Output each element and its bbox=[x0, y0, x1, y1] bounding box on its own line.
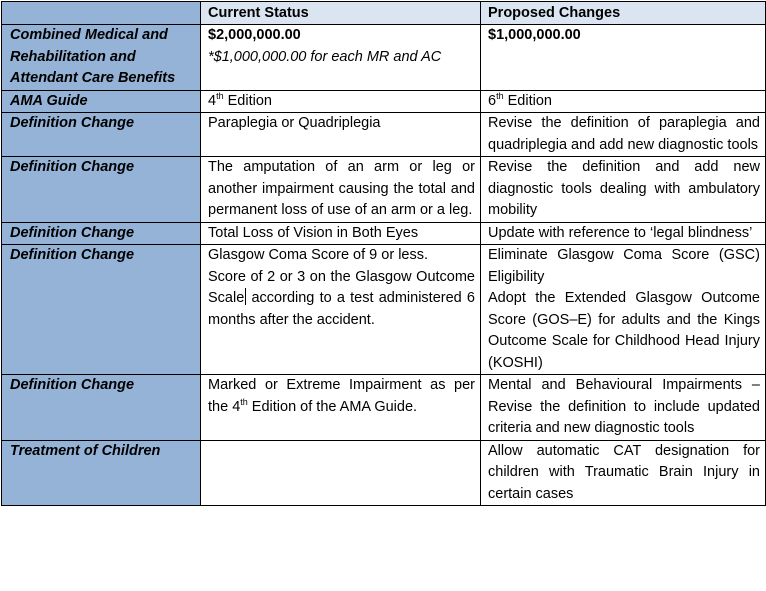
header-current-status: Current Status bbox=[201, 2, 481, 25]
current-cell bbox=[201, 90, 481, 113]
proposed-cell bbox=[481, 25, 766, 91]
proposed-cell: Update with reference to ‘legal blindness’ bbox=[481, 222, 766, 245]
edition-word: Edition bbox=[223, 92, 272, 109]
edition-word: Edition bbox=[503, 92, 552, 109]
current-line: Glasgow Coma Score of 9 or less. bbox=[208, 247, 429, 263]
proposed-cell: Revise the definition of paraplegia and quadriplegia and add new diagnostic tools bbox=[481, 113, 766, 157]
benefits-comparison-table bbox=[1, 1, 766, 506]
current-amount: $2,000,000.00 bbox=[208, 27, 301, 43]
current-cell: Paraplegia or Quadriplegia bbox=[201, 113, 481, 157]
table-row bbox=[2, 440, 766, 506]
proposed-line: Adopt the Extended Glasgow Outcome Score (GOS–E) for adults and the Kings Outcome Scale for Childhood Head Injury (KOSHI) bbox=[488, 290, 760, 371]
current-cell: Total Loss of Vision in Both Eyes bbox=[201, 222, 481, 245]
table-row bbox=[2, 245, 766, 375]
proposed-cell: Allow automatic CAT designation for children with Traumatic Brain Injury in certain cases bbox=[481, 440, 766, 506]
edition-number: 4 bbox=[232, 398, 241, 415]
row-category: Definition Change bbox=[2, 157, 201, 223]
current-text: Marked or Extreme Impairment as per the bbox=[208, 377, 475, 415]
table-row bbox=[2, 90, 766, 113]
row-category: Treatment of Children bbox=[2, 440, 201, 506]
current-cell bbox=[201, 375, 481, 441]
current-note: *$1,000,000.00 for each MR and AC bbox=[208, 48, 442, 65]
edition-number: 6 bbox=[488, 92, 497, 109]
current-cell bbox=[201, 440, 481, 506]
current-text: Edition of the AMA Guide. bbox=[247, 398, 418, 415]
current-line-part: Score of 2 or 3 on the Glasgow Outcome Scale bbox=[208, 268, 475, 306]
row-category: Definition Change bbox=[2, 113, 201, 157]
header-proposed-changes: Proposed Changes bbox=[481, 2, 766, 25]
proposed-line: Eliminate Glasgow Coma Score (GSC) Eligibility bbox=[488, 247, 760, 285]
proposed-cell bbox=[481, 245, 766, 375]
table-row bbox=[2, 222, 766, 245]
table-header-row bbox=[2, 2, 766, 25]
ordinal-suffix: th bbox=[240, 396, 248, 407]
edition-number: 4 bbox=[208, 92, 217, 109]
ordinal-suffix: th bbox=[496, 90, 504, 101]
row-category: AMA Guide bbox=[2, 90, 201, 113]
current-cell: The amputation of an arm or leg or another impairment causing the total and permanent loss of use of an arm or a leg. bbox=[201, 157, 481, 223]
current-line bbox=[208, 267, 475, 332]
table-row bbox=[2, 157, 766, 223]
row-category: Combined Medical and Rehabilitation and Attendant Care Benefits bbox=[2, 25, 201, 91]
proposed-cell bbox=[481, 90, 766, 113]
table-row bbox=[2, 113, 766, 157]
current-line-part: according to a test administered 6 months after the accident. bbox=[208, 290, 475, 328]
current-cell bbox=[201, 25, 481, 91]
table-row bbox=[2, 25, 766, 91]
row-category: Definition Change bbox=[2, 375, 201, 441]
ordinal-suffix: th bbox=[216, 90, 224, 101]
table-row bbox=[2, 375, 766, 441]
proposed-cell: Mental and Behavioural Impairments – Revise the definition to include updated criteria and new diagnostic tools bbox=[481, 375, 766, 441]
proposed-amount: $1,000,000.00 bbox=[488, 27, 581, 43]
proposed-cell: Revise the definition and add new diagnostic tools dealing with ambulatory mobility bbox=[481, 157, 766, 223]
header-blank-cell bbox=[2, 2, 201, 25]
row-category: Definition Change bbox=[2, 222, 201, 245]
row-category: Definition Change bbox=[2, 245, 201, 375]
current-cell bbox=[201, 245, 481, 375]
